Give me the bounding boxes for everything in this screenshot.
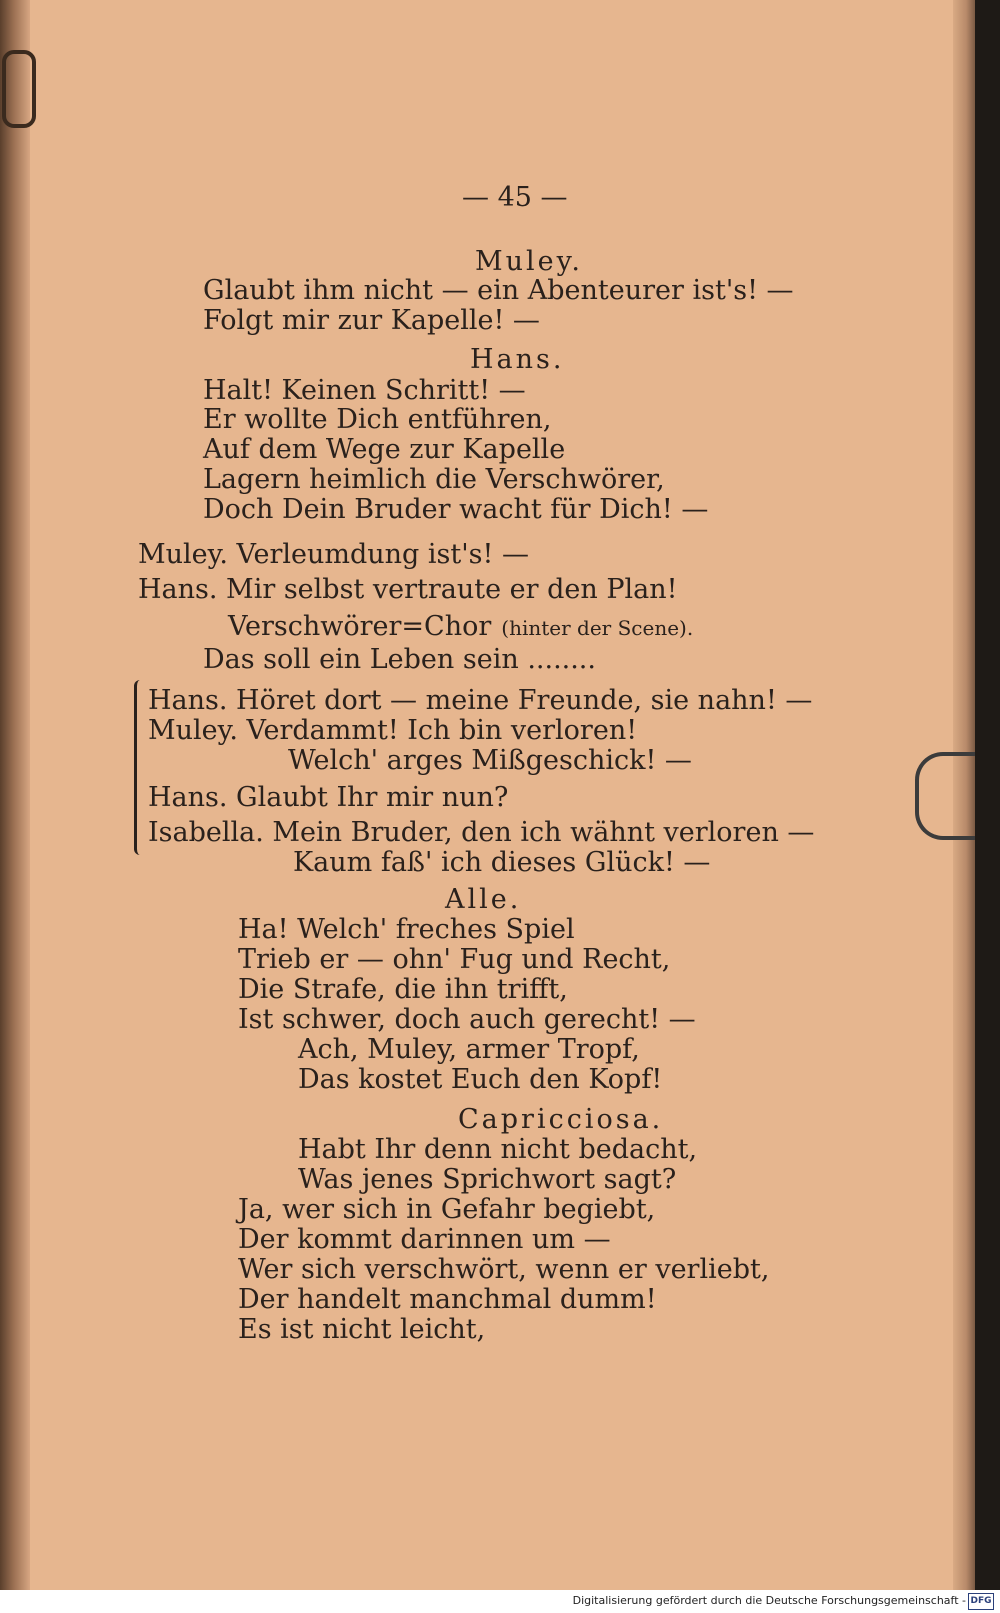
book-page: — 45 — Muley. Glaubt ihm nicht — ein Abenteurer ist's! — Folgt mir zur Kapelle! — Hans. Halt! Keinen Schritt! — Er wollte Dich entführen, Auf dem Wege zur Kapelle Lagern heimlich die Verschwörer, Doch Dein Bruder wacht für Dich! — Muley. Verleumdung ist's! — Hans. Mir selbst vertraute er den Plan! Verschwörer=Chor (hinter der Scene). Das soll ein Leben sein ........ Hans. Höret dort — meine Freunde, sie nahn! — Muley. Verdammt! Ich bin verloren! Welch' arges Mißgeschick! — Hans. Glaubt Ihr mir nun? Isabella. Mein Bruder, den ich wähnt verloren — Kaum faß' ich dieses Glück! — Alle. Ha! Welch' freches Spiel Trieb er — ohn' Fug und Recht, Die Strafe, die ihn trifft, Ist schwer, doch auch gerecht! — Ach, Muley, armer Tropf, Das kostet Euch den Kopf! Capricciosa. Habt Ihr denn nicht bedacht, Was jenes Sprichwort sagt? Ja, wer sich in Gefahr begiebt, Der kommt darinnen um — Wer sich verschwört, wenn er verliebt, Der handelt manchmal dumm! Es ist nicht leicht, [0,0,975,1590]
text-line: Er wollte Dich entführen, [203,404,552,435]
text-line: Was jenes Sprichwort sagt? [298,1164,677,1195]
footer-bar [0,1590,1000,1613]
text-line: Hans. Glaubt Ihr mir nun? [148,782,509,813]
text-line: Der kommt darinnen um — [238,1224,611,1255]
text-line: Muley. Verdammt! Ich bin verloren! [148,715,638,746]
text-line: Auf dem Wege zur Kapelle [203,434,566,465]
text-line: Glaubt ihm nicht — ein Abenteurer ist's! — [203,275,794,306]
text-line: Welch' arges Mißgeschick! — [288,745,692,776]
text-line: Ist schwer, doch auch gerecht! — [238,1004,696,1035]
ensemble-bracket [134,680,145,855]
text-line: Halt! Keinen Schritt! — [203,375,526,406]
text-line: Hans. Mir selbst vertraute er den Plan! [138,574,678,605]
text-line: Habt Ihr denn nicht bedacht, [298,1134,698,1165]
text-line: Muley. Verleumdung ist's! — [138,539,529,570]
text-line: Trieb er — ohn' Fug und Recht, [238,944,671,975]
binding-ring [2,50,36,128]
text-line: Hans. Höret dort — meine Freunde, sie nahn! — [148,685,813,716]
paper-clip [915,752,975,840]
text-line: Verschwörer=Chor (hinter der Scene). [228,611,694,642]
text-line: Es ist nicht leicht, [238,1314,486,1345]
text-line: Die Strafe, die ihn trifft, [238,974,568,1005]
text-line: Wer sich verschwört, wenn er verliebt, [238,1254,770,1285]
text-line: Doch Dein Bruder wacht für Dich! — [203,494,709,525]
text-line: Isabella. Mein Bruder, den ich wähnt verloren — [148,817,815,848]
footer-credit: Digitalisierung gefördert durch die Deutsche Forschungsgemeinschaft - [572,1594,966,1607]
text-line: Das kostet Euch den Kopf! [298,1064,663,1095]
stage-direction: (hinter der Scene). [501,616,694,640]
text-line: Kaum faß' ich dieses Glück! — [293,847,711,878]
book-gutter [0,0,30,1590]
text-line: Das soll ein Leben sein ........ [203,644,596,675]
text-line: Folgt mir zur Kapelle! — [203,305,540,336]
text-line: Ja, wer sich in Gefahr begiebt, [238,1194,656,1225]
text-line: Der handelt manchmal dumm! [238,1284,657,1315]
dfg-logo-icon: DFG [968,1593,994,1610]
text-line: Ach, Muley, armer Tropf, [298,1034,640,1065]
text-line: Lagern heimlich die Verschwörer, [203,464,665,495]
text-line: Ha! Welch' freches Spiel [238,914,575,945]
